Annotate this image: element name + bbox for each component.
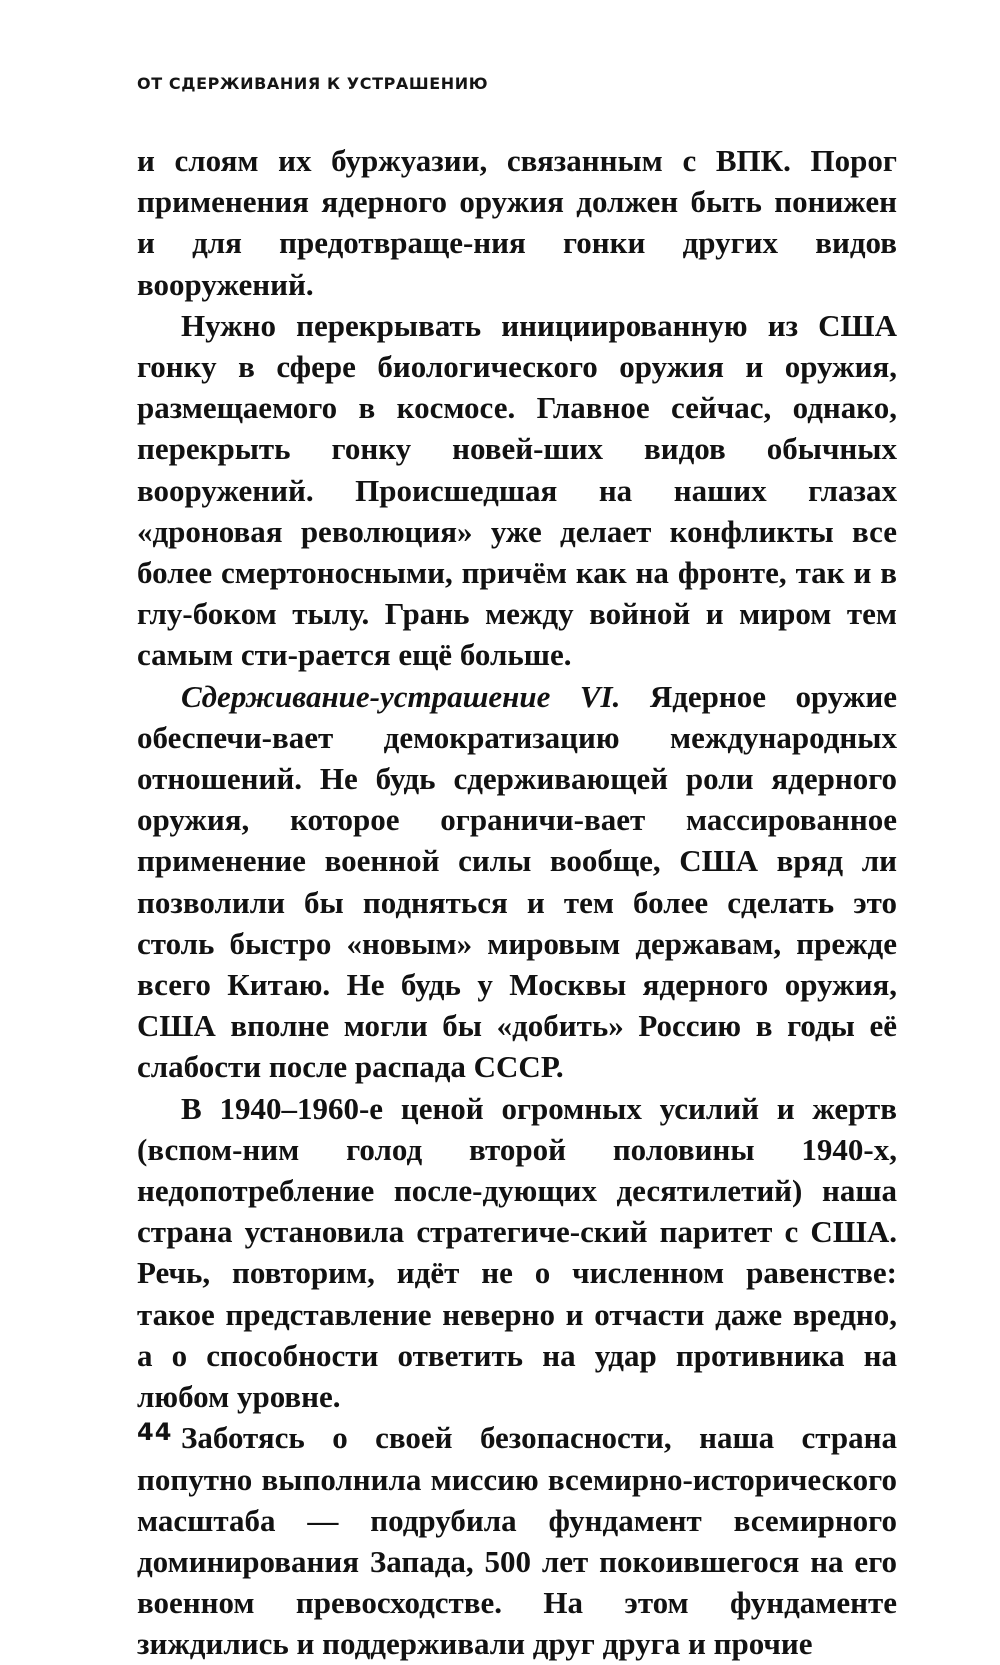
paragraph-3-text: Ядерное оружие обеспечи-вает демократизацию международных отношений. Не будь сдерживающей роли ядерного оружия, которое ограничи-вает массированное применение военной силы вообще, США вряд ли позволили бы подняться и тем более сделать это столь быстро «новым» мировым державам, прежде всего Китаю. Не будь у Москвы ядерного оружия, США вполне могли бы «добить» Россию в годы её слабости после распада СССР. — [137, 678, 897, 1085]
body-text — [137, 140, 897, 1665]
paragraph-4: В 1940–1960-е ценой огромных усилий и жертв (вспом-ним голод второй половины 1940-х, недопотребление после-дующих десятилетий) наша страна установила стратегиче-ский паритет с США. Речь, повторим, идёт не о численном равенстве: такое представление неверно и отчасти даже вредно, а о способности ответить на удар противника на любом уровне. — [137, 1090, 897, 1415]
running-header: ОТ СДЕРЖИВАНИЯ К УСТРАШЕНИЮ — [137, 74, 489, 93]
page-number: 44 — [137, 1418, 173, 1446]
paragraph-3-lead: Сдерживание-устрашение VI. — [181, 678, 621, 714]
paragraph-1: и слоям их буржуазии, связанным с ВПК. Порог применения ядерного оружия должен быть понижен и для предотвраще-ния гонки других видов вооружений. — [137, 143, 897, 302]
paragraph-3 — [137, 676, 897, 1088]
paragraph-5: Заботясь о своей безопасности, наша страна попутно выполнила миссию всемирно-исторического масштаба — подрубила фундамент всемирного доминирования Запада, 500 лет покоившегося на его военном превосходстве. На этом фундаменте зиждились и поддерживали друг друга и прочие — [137, 1420, 897, 1662]
paragraph-2: Нужно перекрывать инициированную из США гонку в сфере биологического оружия и оружия, размещаемого в космосе. Главное сейчас, однако, перекрыть гонку новей-ших видов обычных вооружений. Происшедшая на наших глазах «дроновая революция» уже делает конфликты все более смертоносными, причём как на фронте, так и в глу-боком тылу. Грань между войной и миром тем самым сти-рается ещё больше. — [137, 307, 897, 673]
